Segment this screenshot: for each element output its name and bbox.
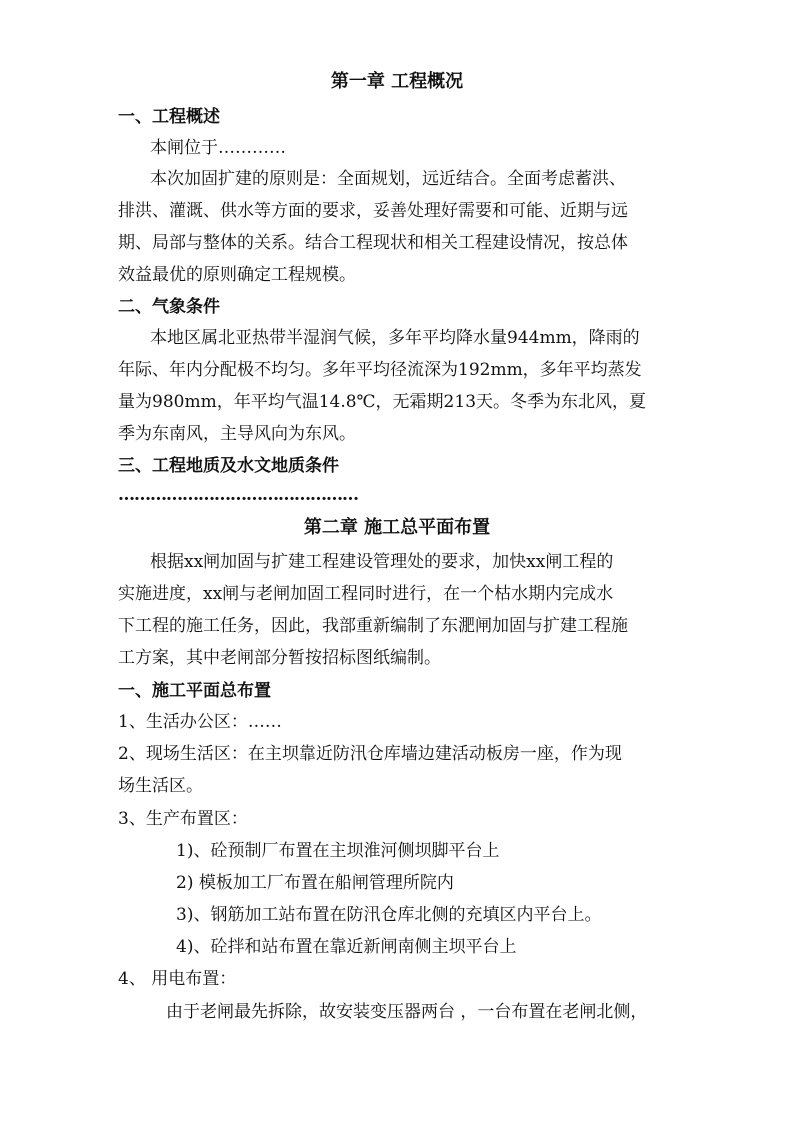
paragraph-line: 本闸位于………… (150, 138, 286, 158)
paragraph-line: 量为980mm，年平均气温14.8℃，无霜期213天。冬季为东北风，夏 (118, 392, 647, 412)
list-item: 2、现场生活区：在主坝靠近防汛仓库墙边建活动板房一座，作为现 (118, 744, 622, 764)
sub-list-item: 2) 模板加工厂布置在船闸管理所院内 (176, 873, 454, 893)
paragraph-line: 效益最优的原则确定工程规模。 (118, 265, 356, 285)
sub-list-item: 3)、钢筋加工站布置在防汛仓库北侧的充填区内平台上。 (176, 905, 602, 925)
section-heading: 三、工程地质及水文地质条件 (118, 456, 339, 476)
paragraph-line: 期、局部与整体的关系。结合工程现状和相关工程建设情况，按总体 (118, 233, 628, 253)
paragraph-line: 排洪、灌溉、供水等方面的要求，妥善处理好需要和可能、近期与远 (118, 201, 628, 221)
paragraph-line: 根据xx闸加固与扩建工程建设管理处的要求，加快xx闸工程的 (150, 552, 614, 572)
section-heading: 一、施工平面总布置 (118, 681, 271, 701)
sub-list-item: 1)、砼预制厂布置在主坝淮河侧坝脚平台上 (176, 841, 500, 861)
ellipsis-line: ……………………………………… (118, 485, 358, 505)
paragraph-line: 本次加固扩建的原则是：全面规划，远近结合。全面考虑蓄洪、 (150, 169, 626, 189)
list-item: 3、生产布置区： (118, 809, 248, 829)
paragraph-line: 下工程的施工任务，因此，我部重新编制了东淝闸加固与扩建工程施 (118, 616, 628, 636)
paragraph-line: 实施进度，xx闸与老闸加固工程同时进行，在一个枯水期内完成水 (118, 584, 614, 604)
section-heading: 一、工程概述 (118, 107, 220, 127)
chapter2-title: 第二章 施工总平面布置 (303, 517, 491, 538)
sub-list-item: 4)、砼拌和站布置在靠近新闸南侧主坝平台上 (176, 937, 517, 957)
list-item: 场生活区。 (118, 776, 203, 796)
section-heading: 二、气象条件 (118, 297, 220, 317)
paragraph-line: 由于老闸最先拆除，故安装变压器两台 ，一台布置在老闸北侧， (166, 1002, 648, 1022)
list-item: 1、生活办公区：…… (118, 712, 282, 732)
paragraph-line: 本地区属北亚热带半湿润气候，多年平均降水量944mm，降雨的 (150, 328, 640, 348)
paragraph-line: 工方案，其中老闸部分暂按招标图纸编制。 (118, 648, 441, 668)
paragraph-line: 季为东南风，主导风向为东风。 (118, 424, 356, 444)
list-item: 4、 用电布置： (118, 969, 237, 989)
chapter1-title: 第一章 工程概况 (330, 71, 464, 92)
paragraph-line: 年际、年内分配极不均匀。多年平均径流深为192mm，多年平均蒸发 (118, 360, 642, 380)
